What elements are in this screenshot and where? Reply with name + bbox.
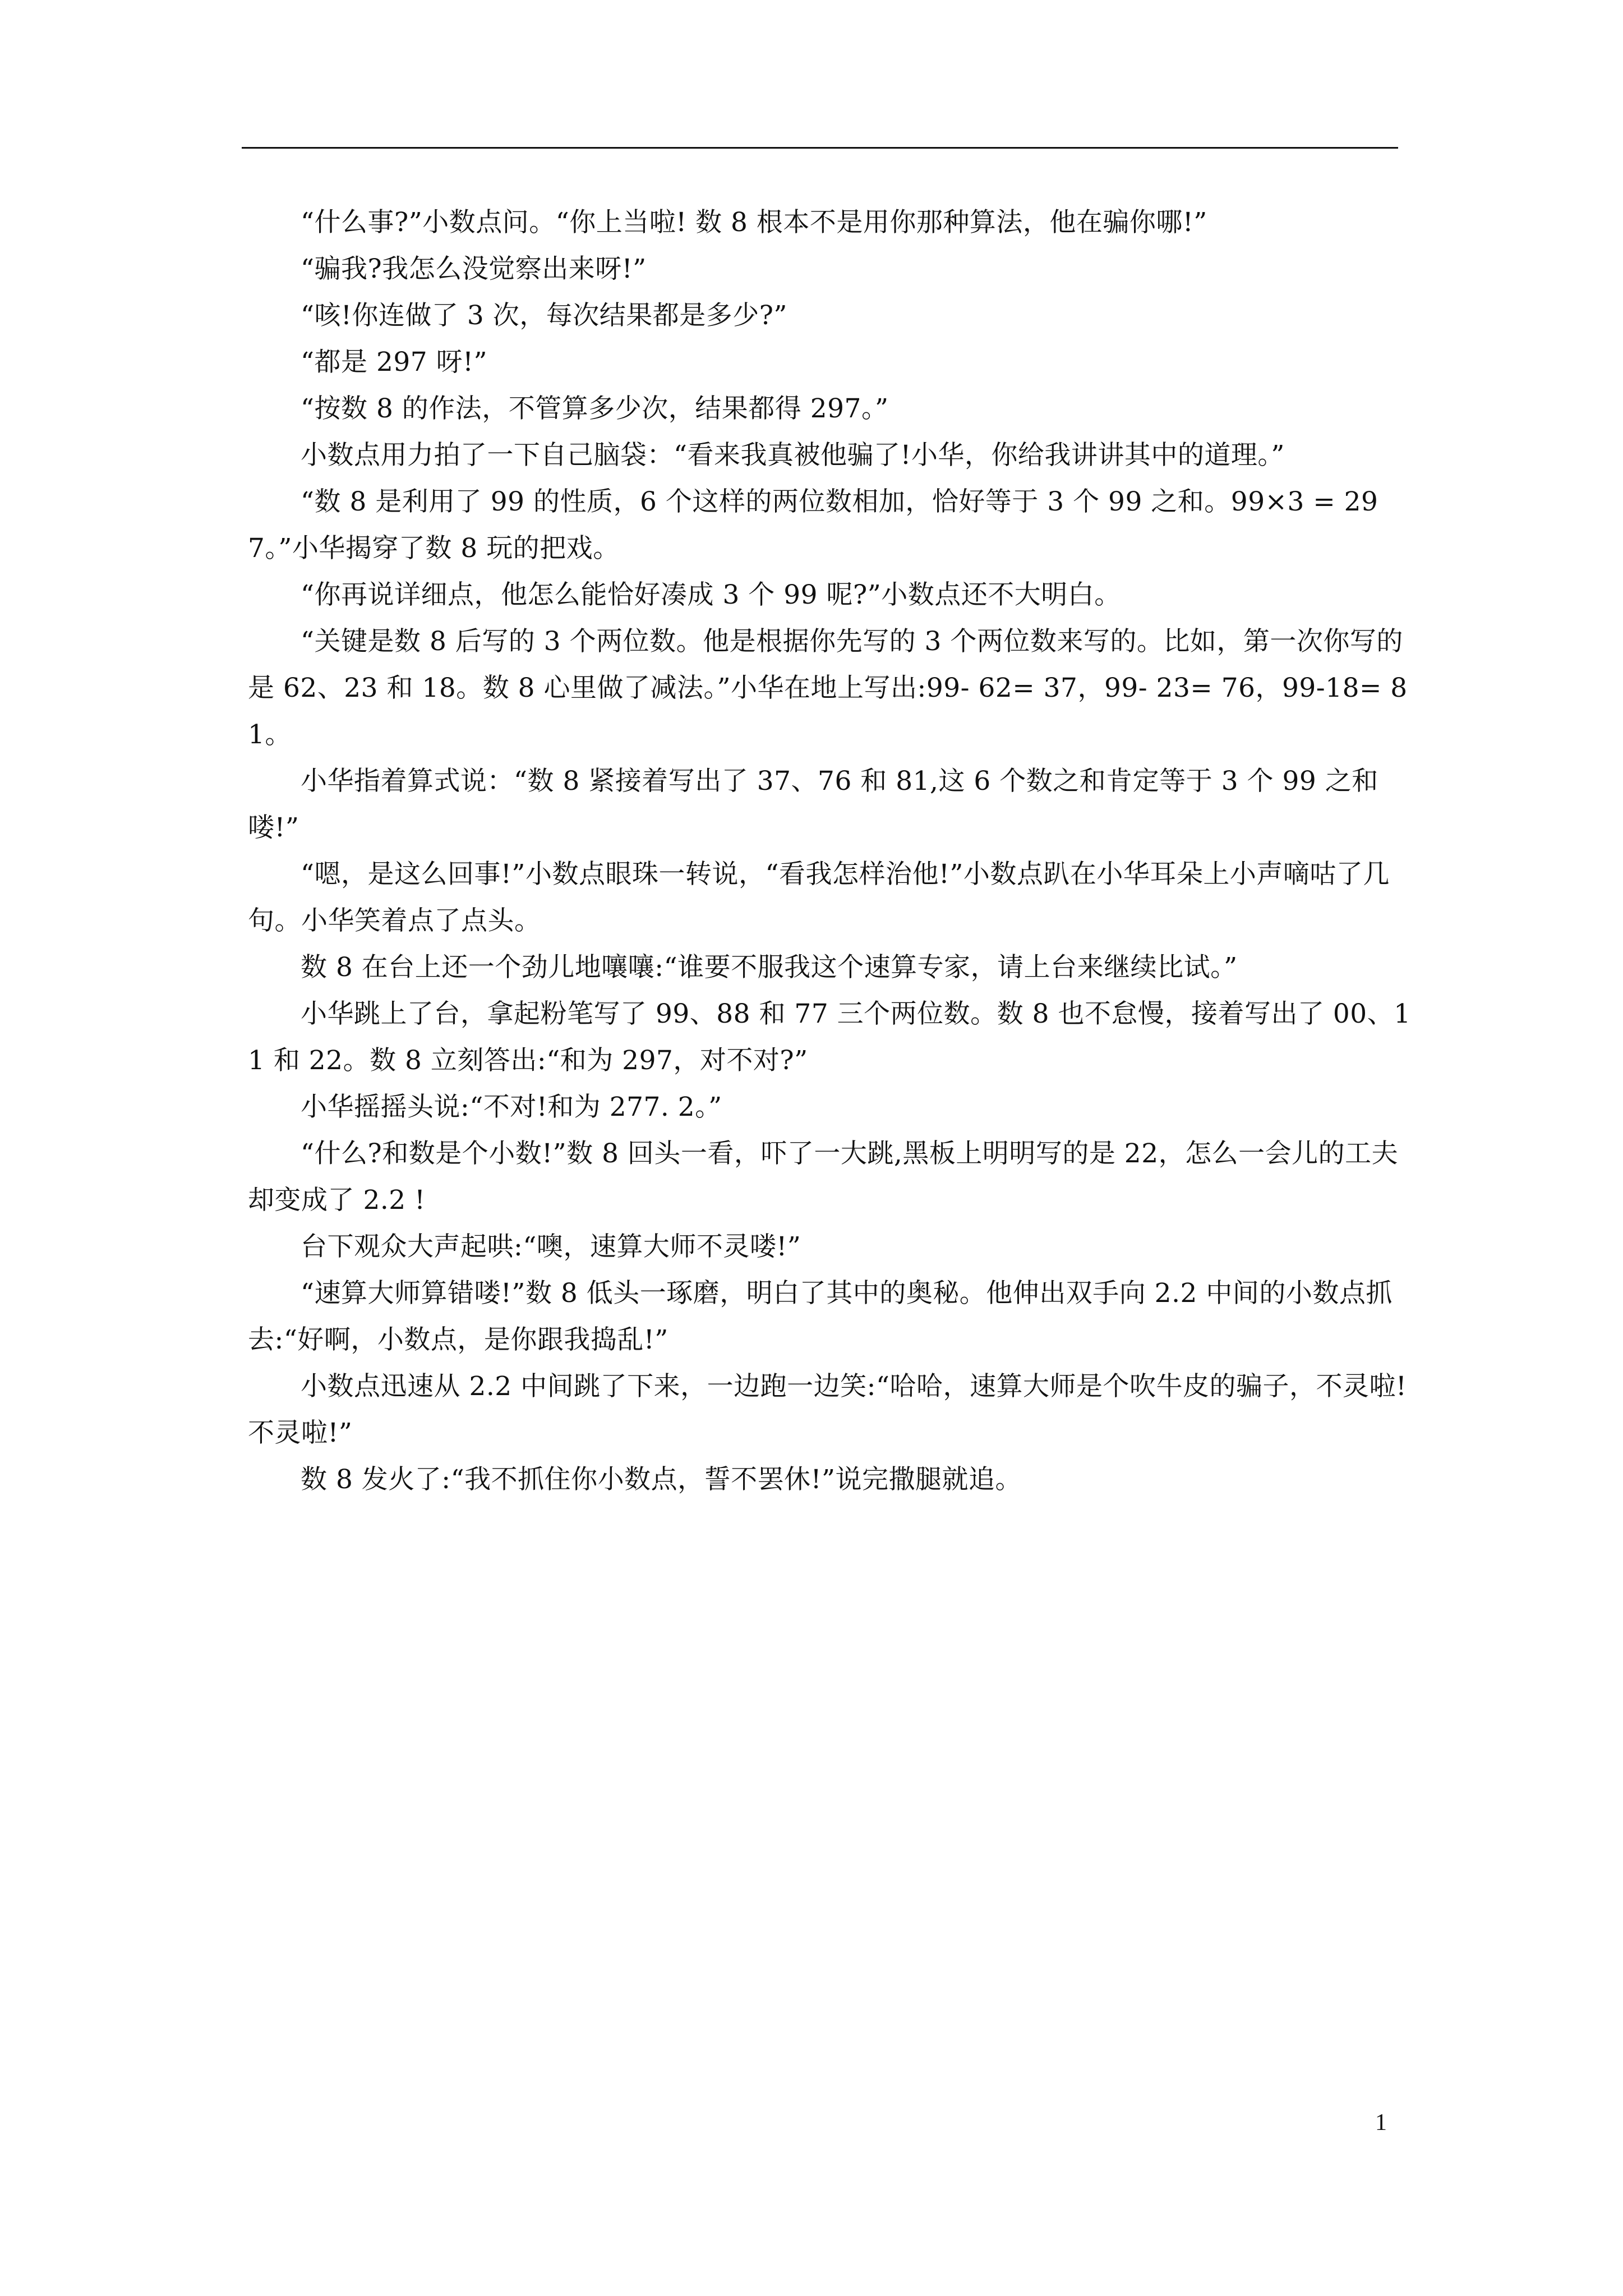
paragraph: “都是 297 呀!”	[301, 347, 488, 378]
paragraph: 数 8 在台上还一个劲儿地嚷嚷:“谁要不服我这个速算专家，请上台来继续比试。”	[301, 952, 1238, 983]
paragraph: “关键是数 8 后写的 3 个两位数。他是根据你先写的 3 个两位数来写的。比如，第一次你写的是 62、23 和 18。数 8 心里做了减法。”小华在地上写出:99- 62= 37，99- 23= 76，99-18= 81。	[248, 626, 1408, 750]
paragraph: “数 8 是利用了 99 的性质，6 个这样的两位数相加，恰好等于 3 个 99 之和。99×3 = 297。”小华揭穿了数 8 玩的把戏。	[248, 486, 1378, 564]
paragraph: “速算大师算错喽!”数 8 低头一琢磨，明白了其中的奥秘。他伸出双手向 2.2 中间的小数点抓去:“好啊，小数点，是你跟我捣乱!”	[248, 1278, 1393, 1355]
paragraph: 小华指着算式说：“数 8 紧接着写出了 37、76 和 81,这 6 个数之和肯定等于 3 个 99 之和喽!”	[248, 766, 1378, 843]
paragraph: 小华摇摇头说:“不对!和为 277. 2。”	[301, 1092, 722, 1122]
paragraph: “什么事?”小数点问。“你上当啦! 数 8 根本不是用你那种算法，他在骗你哪!”	[301, 207, 1207, 238]
paragraph: 台下观众大声起哄:“噢，速算大师不灵喽!”	[301, 1231, 801, 1262]
paragraph: “按数 8 的作法，不管算多少次，结果都得 297。”	[301, 393, 889, 424]
document-body	[248, 199, 1412, 1503]
paragraph: 小数点用力拍了一下自己脑袋：“看来我真被他骗了!小华，你给我讲讲其中的道理。”	[301, 440, 1285, 471]
paragraph: 小华跳上了台，拿起粉笔写了 99、88 和 77 三个两位数。数 8 也不怠慢，接着写出了 00、11 和 22。数 8 立刻答出:“和为 297，对不对?”	[248, 999, 1411, 1076]
paragraph: “你再说详细点，他怎么能恰好凑成 3 个 99 呢?”小数点还不大明白。	[301, 579, 1121, 610]
paragraph: “嗯，是这么回事!”小数点眼珠一转说，“看我怎样治他!”小数点趴在小华耳朵上小声嘀咕了几句。小华笑着点了点头。	[248, 859, 1390, 936]
paragraph: 数 8 发火了:“我不抓住你小数点，誓不罢休!”说完撒腿就追。	[301, 1464, 1022, 1495]
header-rule	[242, 147, 1398, 149]
paragraph: “什么?和数是个小数!”数 8 回头一看，吓了一大跳,黑板上明明写的是 22，怎么一会儿的工夫却变成了 2.2 !	[248, 1138, 1399, 1216]
page-number: 1	[1375, 2110, 1387, 2136]
paragraph: 小数点迅速从 2.2 中间跳了下来，一边跑一边笑:“哈哈，速算大师是个吹牛皮的骗子，不灵啦!不灵啦!”	[248, 1371, 1407, 1448]
paragraph: “骗我?我怎么没觉察出来呀!”	[301, 254, 647, 284]
paragraph: “咳!你连做了 3 次，每次结果都是多少?”	[301, 300, 787, 331]
